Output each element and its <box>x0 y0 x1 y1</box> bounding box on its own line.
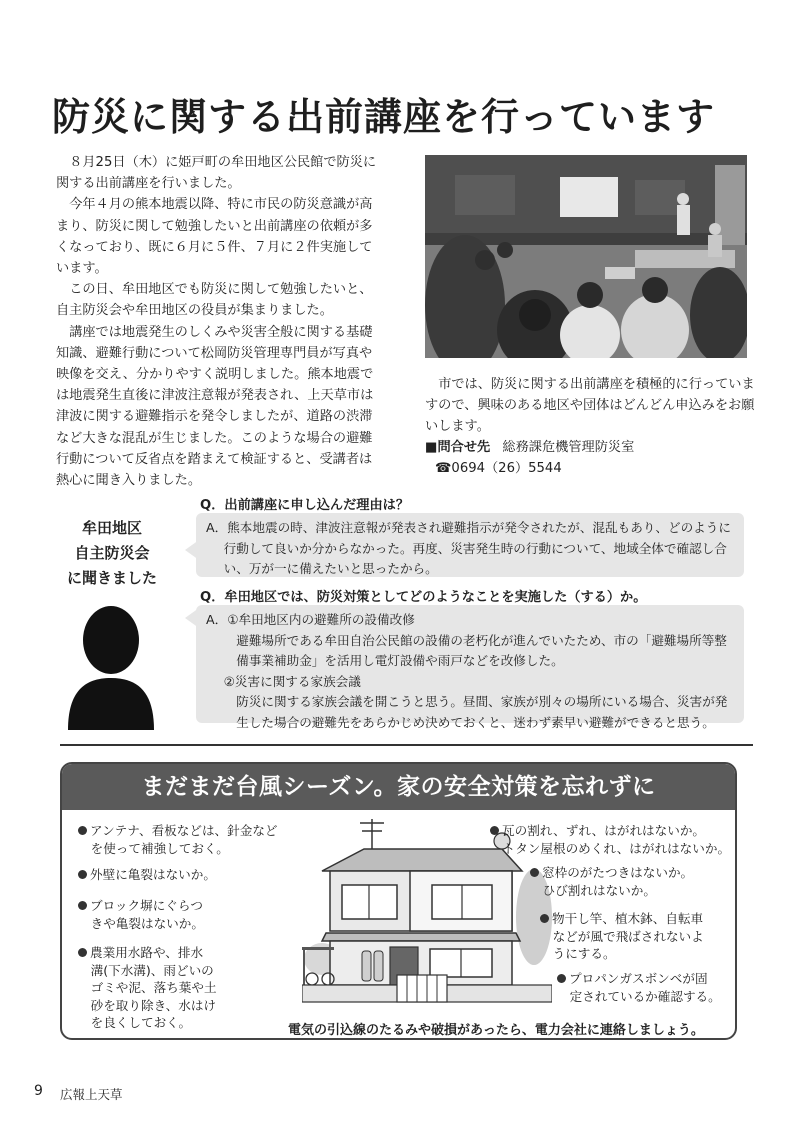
article-paragraph: この日、牟田地区でも防災に関して勉強したいと、自主防災会や牟田地区の役員が集まりました。 <box>56 282 373 319</box>
tip-item: ブロック塀にぐらつ きや亀裂はないか。 <box>78 897 204 932</box>
bullet-icon <box>78 870 87 879</box>
bullet-icon <box>490 826 499 835</box>
tip-item: 窓枠のがたつきはないか。 ひび割れはないか。 <box>530 864 693 899</box>
bullet-icon <box>78 826 87 835</box>
page-title: 防災に関する出前講座を行っています <box>52 95 716 139</box>
tip-item: アンテナ、看板などは、針金など を使って補強しておく。 <box>78 822 278 857</box>
typhoon-heading: まだまだ台風シーズン。家の安全対策を忘れずに <box>62 764 735 810</box>
interviewee-line: 自主防災会 <box>74 544 150 562</box>
bullet-icon <box>557 974 566 983</box>
answer-2-subheading: ②災害に関する家族会議 <box>223 673 361 689</box>
answer-2-heading: A．①牟田地区内の避難所の設備改修 <box>206 612 415 627</box>
tip-item: 物干し竿、植木鉢、自転車 などが風で飛ばされないよ うにする。 <box>540 910 704 963</box>
side-paragraph: 市では、防災に関する出前講座を積極的に行っていますので、興味のある地区や団体はどんどん申込みをお願いします。 <box>425 377 755 434</box>
tip-item: プロパンガスボンベが固 定されているか確認する。 <box>557 970 721 1005</box>
contact-section <box>425 374 755 479</box>
answer-2 <box>196 605 744 730</box>
article-body <box>56 152 384 491</box>
interviewee-line: 牟田地区 <box>81 519 142 537</box>
contact-line <box>425 437 755 458</box>
bullet-icon <box>530 868 539 877</box>
answer-2-body-1: 避難場所である牟田自治公民館の設備の老朽化が進んでいたため、市の「避難場所等整備事業補助金」を活用し電灯設備や雨戸などを改修した。 <box>236 632 727 668</box>
tip-item: 外壁に亀裂はないか。 <box>78 866 216 884</box>
section-divider <box>60 744 753 746</box>
question-2: Q．牟田地区では、防災対策としてどのようなことを実施した（する）か。 <box>200 590 647 605</box>
interviewee-label <box>52 516 172 591</box>
typhoon-safety-panel <box>60 762 737 1040</box>
person-silhouette-icon <box>66 600 156 730</box>
seminar-photo <box>425 155 747 358</box>
seminar-photo-image <box>425 155 747 358</box>
answer-2-body-2: 防災に関する家族会議を開こうと思う。昼間、家族が別々の場所にいる場合、災害が発生した場合の避難先をあらかじめ決めておくと、迷わず素早い避難ができると思う。 <box>236 694 728 730</box>
tip-item: 瓦の割れ、ずれ、はがれはないか。 トタン屋根のめくれ、はがれはないか。 <box>490 822 730 857</box>
article-paragraph: ８月25日（木）に姫戸町の牟田地区公民館で防災に関する出前講座を行いました。 <box>56 155 377 192</box>
answer-1: A．熊本地震の時、津波注意報が発表され避難指示が発令されたが、混乱もあり、どのように行動して良いか分からなかった。再度、災害発生時の行動について、地域全体で確認し合い、万が一に備えたいと思ったから。 <box>196 513 744 577</box>
contact-label: ■問合せ先 <box>425 440 491 455</box>
article-paragraph: 今年４月の熊本地震以降、特に市民の防災意識が高まり、防災に関して勉強したいと出前講座の依頼が多くなっており、既に６月に５件、７月に２件実施しています。 <box>56 197 373 277</box>
typhoon-footer-note: 電気の引込線のたるみや破損があったら、電力会社に連絡しましょう。 <box>288 1023 704 1038</box>
tip-item: 農業用水路や、排水 溝(下水溝)、雨どいの ゴミや泥、落ち葉や土 砂を取り除き、水はけ を良くしておく。 <box>78 944 217 1032</box>
page-number: 9 <box>34 1083 43 1099</box>
question-1: Q．出前講座に申し込んだ理由は？ <box>200 498 410 513</box>
publication-name: 広報上天草 <box>60 1087 123 1102</box>
contact-phone: ☎0694（26）5544 <box>435 461 562 476</box>
interviewee-line: に聞きました <box>66 569 157 587</box>
bullet-icon <box>540 914 549 923</box>
bullet-icon <box>78 901 87 910</box>
contact-department: 総務課危機管理防災室 <box>502 440 635 455</box>
bullet-icon <box>78 948 87 957</box>
article-paragraph: 講座では地震発生のしくみや災害全般に関する基礎知識、避難行動について松岡防災管理専門員が写真や映像を交え、分かりやすく説明しました。熊本地震では地震発生直後に津波注意報が発表され、上天草市は津波に関する避難指示を発令しましたが、道路の渋滞など大きな混乱が生じました。このような場合の避難行動について反省点を踏まえて検証すると、受講者は熱心に聞き入りました。 <box>56 324 374 489</box>
